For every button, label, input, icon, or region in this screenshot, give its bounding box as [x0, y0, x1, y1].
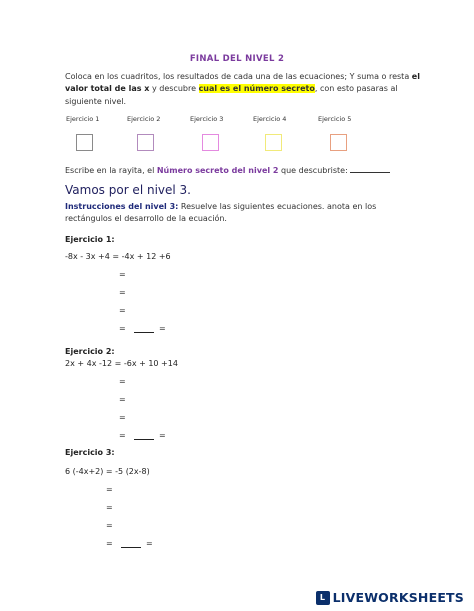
- ejercicio-1-equation: -8x - 3x +4 = -4x + 12 +6: [65, 252, 171, 261]
- liveworksheets-logo-icon: L: [316, 591, 330, 605]
- equals-sign: =: [119, 377, 126, 386]
- instructions-label: Instrucciones del nivel 3:: [65, 202, 179, 211]
- answer-box-4[interactable]: [265, 134, 282, 151]
- ejercicio-3-title: Ejercicio 3:: [65, 448, 115, 457]
- secret-text-bold: Número secreto del nivel 2: [156, 166, 279, 175]
- intro-paragraph: [65, 71, 425, 108]
- answer-box-1[interactable]: [76, 134, 93, 151]
- box-label-ejercicio-3: Ejercicio 3: [190, 115, 224, 123]
- worksheet-title: FINAL DEL NIVEL 2: [189, 54, 285, 64]
- equals-sign: =: [119, 324, 126, 333]
- intro-text-2: y descubre: [149, 84, 199, 94]
- intro-highlight-secret: cual es el número secreto: [198, 84, 315, 94]
- ejercicio-3-equation: 6 (-4x+2) = -5 (2x-8): [65, 467, 150, 476]
- instructions-paragraph: [65, 201, 425, 225]
- equals-sign: =: [159, 324, 166, 333]
- ejercicio-3-answer-blank[interactable]: [121, 539, 141, 548]
- secret-number-line: [65, 164, 390, 175]
- equals-sign: =: [106, 539, 113, 548]
- equals-sign: =: [119, 306, 126, 315]
- ejercicio-1-answer-blank[interactable]: [134, 324, 154, 333]
- intro-bold-x: el valor total de las x: [65, 72, 420, 94]
- equals-sign: =: [106, 521, 113, 530]
- equals-sign: =: [119, 431, 126, 440]
- answer-box-2[interactable]: [137, 134, 154, 151]
- level-3-heading: Vamos por el nivel 3.: [65, 183, 191, 197]
- secret-number-blank[interactable]: [350, 164, 390, 173]
- equals-sign: =: [119, 288, 126, 297]
- equals-sign: =: [119, 413, 126, 422]
- box-label-ejercicio-1: Ejercicio 1: [66, 115, 100, 123]
- equals-sign: =: [119, 270, 126, 279]
- intro-text-1: Coloca en los cuadritos, los resultados de cada una de las ecuaciones; Y suma o resta: [65, 72, 412, 81]
- equals-sign: =: [106, 485, 113, 494]
- liveworksheets-footer: [316, 590, 464, 605]
- equals-sign: =: [106, 503, 113, 512]
- box-label-ejercicio-5: Ejercicio 5: [318, 115, 352, 123]
- equals-sign: =: [159, 431, 166, 440]
- ejercicio-2-equation: 2x + 4x -12 = -6x + 10 +14: [65, 359, 178, 368]
- box-label-ejercicio-4: Ejercicio 4: [253, 115, 287, 123]
- answer-box-3[interactable]: [202, 134, 219, 151]
- secret-text-2: que descubriste:: [278, 166, 348, 175]
- equals-sign: =: [119, 395, 126, 404]
- box-label-ejercicio-2: Ejercicio 2: [127, 115, 161, 123]
- intro-text-3: , con esto pasaras al siguiente nivel.: [65, 84, 398, 106]
- liveworksheets-brand: LIVEWORKSHEETS: [332, 590, 464, 605]
- equals-sign: =: [146, 539, 153, 548]
- secret-text-1: Escribe en la rayita, el: [65, 166, 157, 175]
- answer-box-5[interactable]: [330, 134, 347, 151]
- instructions-text: Resuelve las siguientes ecuaciones. anota en los rectángulos el desarrollo de la ecuación.: [65, 202, 377, 223]
- ejercicio-1-title: Ejercicio 1:: [65, 235, 115, 244]
- ejercicio-2-title: Ejercicio 2:: [65, 347, 115, 356]
- ejercicio-2-answer-blank[interactable]: [134, 431, 154, 440]
